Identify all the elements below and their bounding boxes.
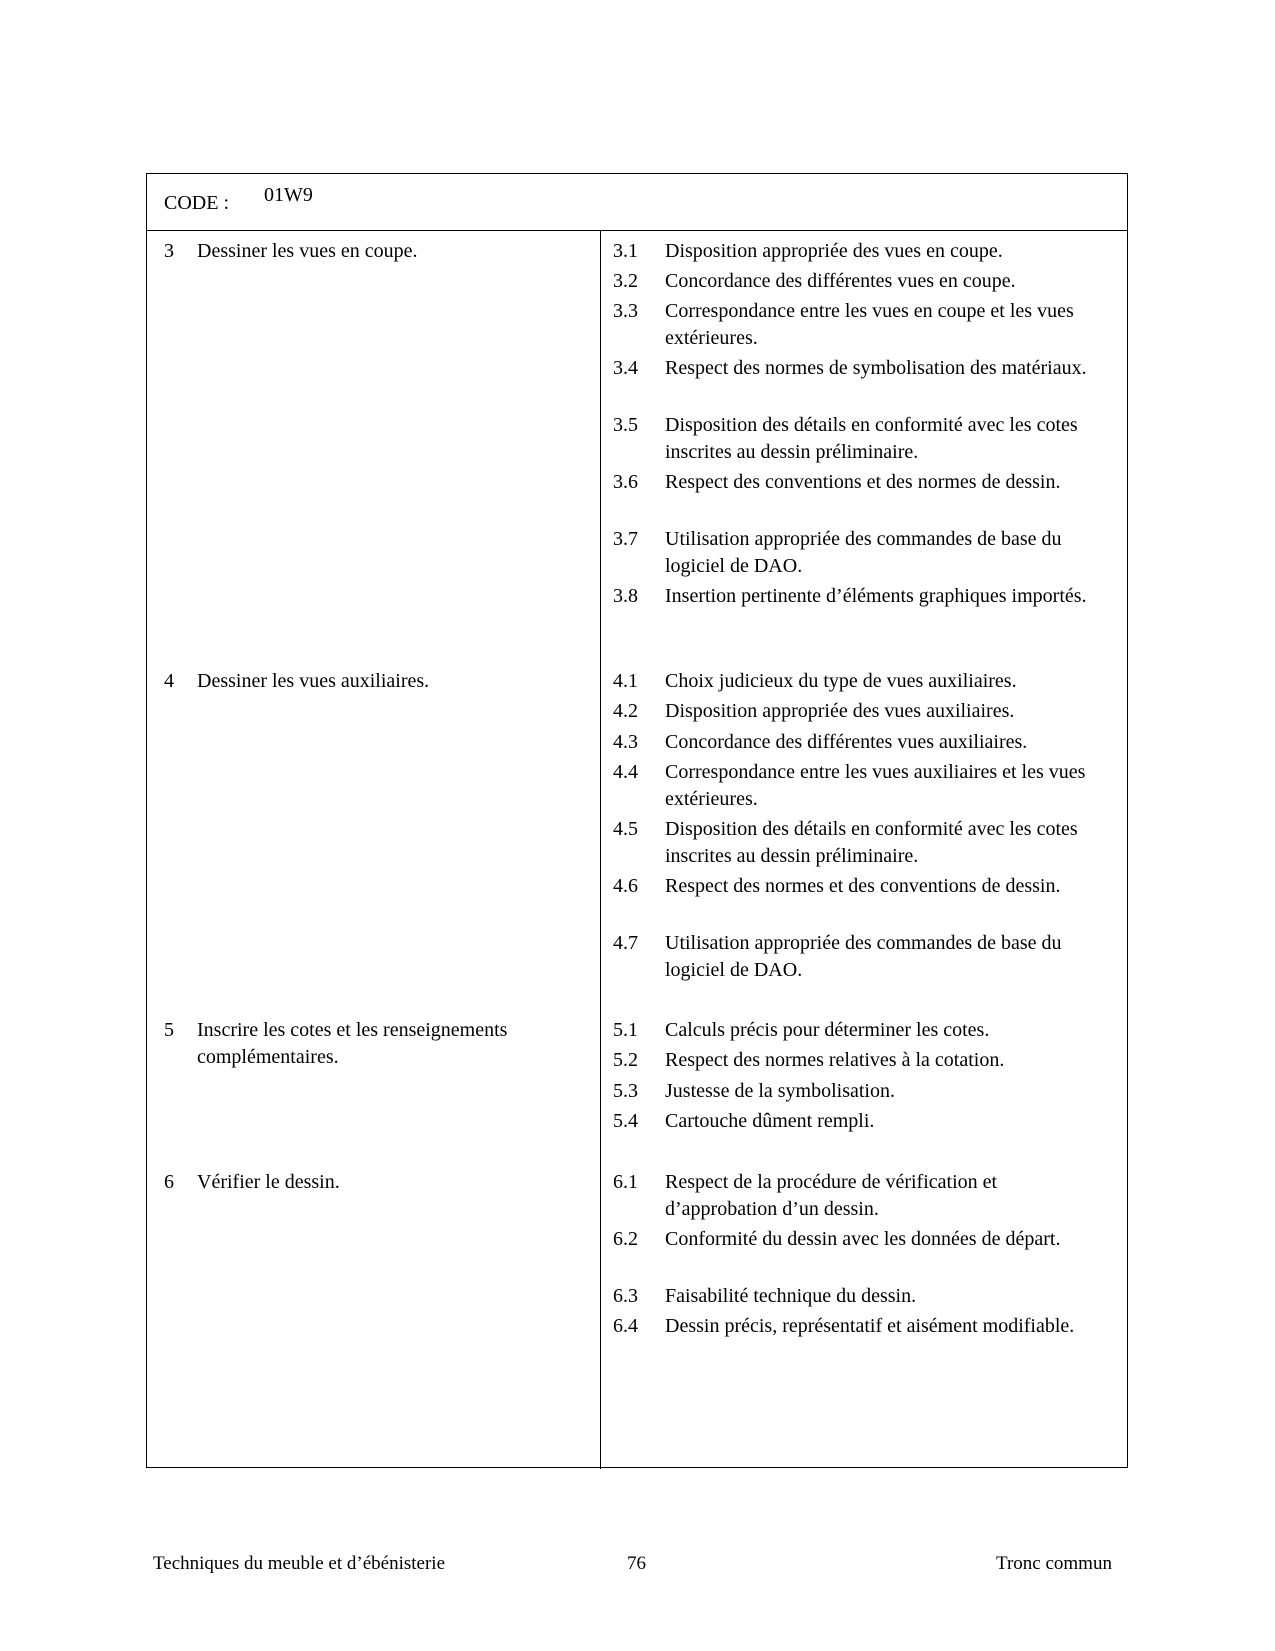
criterion-number: 3.7 [613, 528, 638, 550]
element-number: 3 [164, 240, 174, 262]
criterion-text: Concordance des différentes vues en coupe. [665, 270, 1016, 292]
criterion-text: Faisabilité technique du dessin. [665, 1285, 917, 1307]
element-number: 4 [164, 670, 174, 692]
criterion-6-4 [613, 1313, 1113, 1340]
criterion-number: 6.2 [613, 1228, 638, 1250]
element-5 [164, 1017, 584, 1071]
criterion-3-5 [613, 412, 1113, 466]
criterion-5-2 [613, 1047, 1113, 1074]
criterion-4-5 [613, 816, 1113, 870]
criterion-text: Utilisation appropriée des commandes de base du logiciel de DAO. [665, 528, 1062, 577]
criterion-text: Respect de la procédure de vérification et d’approbation d’un dessin. [665, 1171, 998, 1220]
column-divider [600, 231, 601, 1469]
footer-program-title: Techniques du meuble et d’ébénisterie [153, 1553, 446, 1574]
criterion-number: 3.3 [613, 300, 638, 322]
criterion-number: 3.8 [613, 585, 638, 607]
criterion-3-1 [613, 238, 1113, 265]
criterion-text: Utilisation appropriée des commandes de base du logiciel de DAO. [665, 932, 1062, 981]
code-value: 01W9 [264, 184, 313, 206]
criterion-3-8 [613, 583, 1113, 610]
criterion-number: 5.4 [613, 1110, 638, 1132]
criterion-text: Concordance des différentes vues auxiliaires. [665, 731, 1028, 753]
criterion-text: Respect des normes et des conventions de dessin. [665, 875, 1061, 897]
criterion-5-3 [613, 1078, 1113, 1105]
footer-section: Tronc commun [996, 1553, 1112, 1574]
criterion-text: Respect des conventions et des normes de dessin. [665, 471, 1061, 493]
criterion-text: Justesse de la symbolisation. [665, 1080, 895, 1102]
criterion-number: 4.4 [613, 761, 638, 783]
criterion-4-4 [613, 759, 1113, 813]
criterion-number: 5.2 [613, 1049, 638, 1071]
criterion-number: 6.4 [613, 1315, 638, 1337]
criterion-number: 3.2 [613, 270, 638, 292]
criterion-text: Disposition appropriée des vues en coupe. [665, 240, 1003, 262]
criterion-6-2 [613, 1226, 1113, 1253]
criterion-5-1 [613, 1017, 1113, 1044]
criterion-number: 4.2 [613, 700, 638, 722]
element-number: 6 [164, 1171, 174, 1193]
criterion-number: 3.6 [613, 471, 638, 493]
element-3 [164, 238, 584, 265]
criterion-3-6 [613, 469, 1113, 496]
criterion-text: Respect des normes de symbolisation des matériaux. [665, 357, 1087, 379]
criterion-number: 3.5 [613, 414, 638, 436]
code-header [147, 174, 1127, 231]
criterion-3-7 [613, 526, 1113, 580]
criterion-text: Correspondance entre les vues auxiliaires et les vues extérieures. [665, 761, 1086, 810]
criterion-number: 4.7 [613, 932, 638, 954]
element-text: Dessiner les vues auxiliaires. [197, 670, 430, 692]
criterion-number: 6.3 [613, 1285, 638, 1307]
criterion-4-6 [613, 873, 1113, 900]
criterion-3-3 [613, 298, 1113, 352]
criterion-6-3 [613, 1283, 1113, 1310]
criterion-text: Cartouche dûment rempli. [665, 1110, 875, 1132]
criterion-text: Disposition des détails en conformité avec les cotes inscrites au dessin préliminaire. [665, 414, 1078, 463]
code-label: CODE : [164, 192, 229, 214]
element-text: Dessiner les vues en coupe. [197, 240, 418, 262]
criterion-text: Disposition des détails en conformité avec les cotes inscrites au dessin préliminaire. [665, 818, 1078, 867]
element-4 [164, 668, 584, 695]
criterion-text: Calculs précis pour déterminer les cotes. [665, 1019, 990, 1041]
criterion-text: Choix judicieux du type de vues auxiliaires. [665, 670, 1017, 692]
criterion-4-3 [613, 729, 1113, 756]
criterion-number: 3.4 [613, 357, 638, 379]
criterion-4-7 [613, 930, 1113, 984]
criterion-4-2 [613, 698, 1113, 725]
criterion-number: 4.5 [613, 818, 638, 840]
criterion-text: Correspondance entre les vues en coupe et les vues extérieures. [665, 300, 1074, 349]
criterion-6-1 [613, 1169, 1113, 1223]
criterion-number: 4.3 [613, 731, 638, 753]
criterion-4-1 [613, 668, 1113, 695]
element-text: Vérifier le dessin. [197, 1171, 340, 1193]
criterion-number: 4.6 [613, 875, 638, 897]
criterion-text: Respect des normes relatives à la cotation. [665, 1049, 1005, 1071]
criterion-3-2 [613, 268, 1113, 295]
criterion-3-4 [613, 355, 1113, 382]
element-text: Inscrire les cotes et les renseignements complémentaires. [197, 1019, 508, 1068]
criterion-text: Disposition appropriée des vues auxiliaires. [665, 700, 1015, 722]
criterion-text: Dessin précis, représentatif et aisément modifiable. [665, 1315, 1075, 1337]
criterion-number: 4.1 [613, 670, 638, 692]
criterion-number: 5.3 [613, 1080, 638, 1102]
competency-table [146, 173, 1128, 1468]
criterion-number: 5.1 [613, 1019, 638, 1041]
criterion-5-4 [613, 1108, 1113, 1135]
criterion-number: 6.1 [613, 1171, 638, 1193]
criterion-number: 3.1 [613, 240, 638, 262]
footer-page-number: 76 [627, 1553, 646, 1574]
element-number: 5 [164, 1019, 174, 1041]
criterion-text: Insertion pertinente d’éléments graphiques importés. [665, 585, 1087, 607]
criterion-text: Conformité du dessin avec les données de départ. [665, 1228, 1061, 1250]
element-6 [164, 1169, 584, 1196]
